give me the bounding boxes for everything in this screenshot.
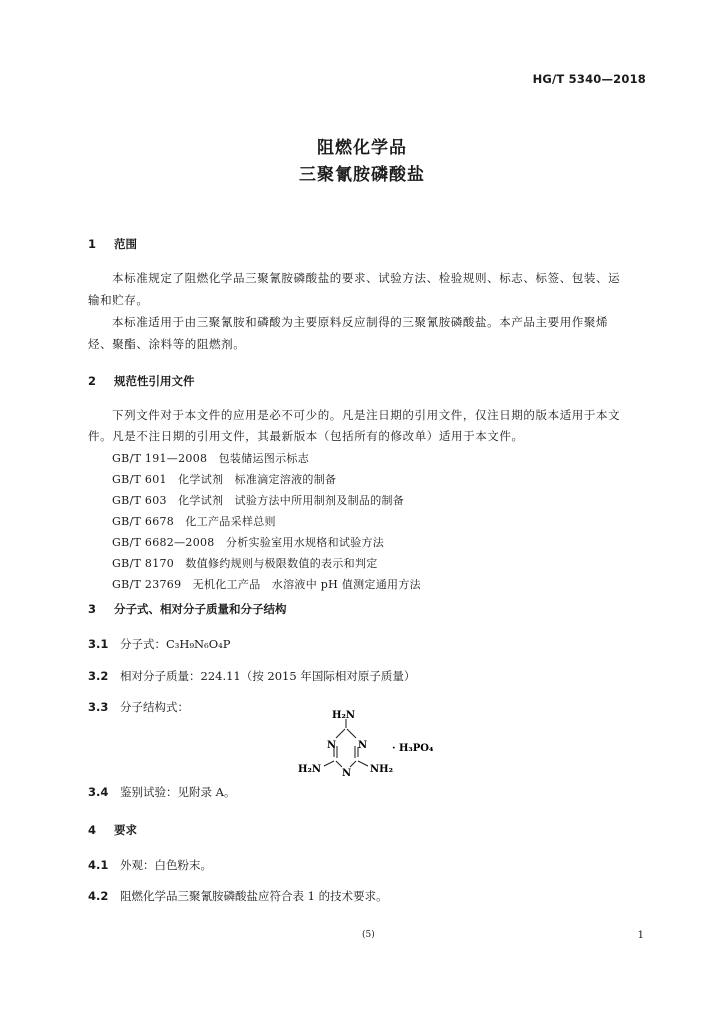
- reference-item: GB/T 601 化学试剂 标准滴定溶液的制备: [112, 473, 337, 486]
- phosphoric-acid-label: · H₃PO₄: [392, 743, 434, 754]
- amine-bond: [324, 761, 334, 766]
- paragraph-line: 烃、聚酯、涂料等的阻燃剂。: [88, 337, 246, 351]
- ring-nitrogen: N: [327, 740, 337, 751]
- section-3-heading: [88, 601, 287, 617]
- section-number: 4: [88, 823, 97, 837]
- section-number: 3: [88, 602, 97, 616]
- clause-number: 3.2: [88, 669, 109, 683]
- melamine-phosphate-structure: [296, 708, 466, 782]
- page-number: 1: [637, 930, 644, 941]
- footer-page-marker: (5): [362, 930, 375, 940]
- amino-group-left: H₂N: [298, 764, 321, 775]
- section-title: 范围: [114, 237, 137, 251]
- ring-bond: [336, 761, 342, 767]
- doc-title-line2: 三聚氰胺磷酸盐: [299, 165, 425, 185]
- amino-group-top: H₂N: [332, 710, 355, 721]
- paragraph-line: 输和贮存。: [88, 293, 149, 307]
- reference-item: GB/T 191—2008 包装储运图示标志: [112, 452, 309, 465]
- ring-nitrogen: N: [342, 768, 352, 779]
- clause-text: 外观：白色粉末。: [120, 858, 212, 872]
- clause-number: 4.2: [88, 889, 109, 903]
- paragraph-line: 件。凡是不注日期的引用文件，其最新版本（包括所有的修改单）适用于本文件。: [88, 429, 524, 443]
- paragraph-line: 下列文件对于本文件的应用是必不可少的。凡是注日期的引用文件，仅注日期的版本适用于本文: [112, 408, 621, 422]
- paragraph-line: 本标准规定了阻燃化学品三聚氰胺磷酸盐的要求、试验方法、检验规则、标志、标签、包装、运: [112, 271, 621, 285]
- subclause-3-4: [88, 784, 235, 800]
- paragraph-line: 本标准适用于由三聚氰胺和磷酸为主要原料反应制得的三聚氰胺磷酸盐。本产品主要用作聚烯: [112, 315, 609, 329]
- reference-item: GB/T 6682—2008 分析实验室用水规格和试验方法: [112, 536, 385, 549]
- reference-item: GB/T 23769 无机化工产品 水溶液中 pH 值测定通用方法: [112, 578, 421, 591]
- reference-item: GB/T 603 化学试剂 试验方法中所用制剂及制品的制备: [112, 494, 405, 507]
- ring-bond: [336, 729, 345, 738]
- clause-number: 3.1: [88, 637, 109, 651]
- amine-bond: [358, 761, 368, 766]
- amino-group-right: NH₂: [370, 764, 393, 775]
- subclause-3-2: [88, 668, 415, 684]
- clause-text: 分子式：C₃H₉N₆O₄P: [120, 637, 231, 651]
- subclause-3-3: [88, 699, 189, 715]
- clause-number: 3.4: [88, 785, 109, 799]
- subclause-4-1: [88, 857, 212, 873]
- ring-nitrogen: N: [358, 740, 368, 751]
- section-title: 要求: [114, 823, 137, 837]
- clause-number: 3.3: [88, 700, 109, 714]
- section-4-heading: [88, 822, 137, 838]
- ring-bond: [350, 761, 356, 767]
- reference-item: GB/T 6678 化工产品采样总则: [112, 515, 276, 528]
- reference-item: GB/T 8170 数值修约规则与极限数值的表示和判定: [112, 557, 378, 570]
- section-2-heading: [88, 373, 195, 389]
- section-title: 分子式、相对分子质量和分子结构: [114, 602, 287, 616]
- clause-text: 阻燃化学品三聚氰胺磷酸盐应符合表 1 的技术要求。: [120, 889, 388, 903]
- section-number: 2: [88, 374, 97, 388]
- subclause-3-1: [88, 636, 231, 652]
- clause-text: 相对分子质量：224.11（按 2015 年国际相对原子质量）: [120, 669, 416, 683]
- clause-text: 分子结构式：: [120, 700, 189, 714]
- standard-number: HG/T 5340—2018: [532, 72, 646, 86]
- doc-title-line1: 阻燃化学品: [317, 138, 407, 158]
- section-number: 1: [88, 237, 97, 251]
- section-title: 规范性引用文件: [114, 374, 195, 388]
- ring-bond: [347, 729, 356, 738]
- clause-number: 4.1: [88, 858, 109, 872]
- clause-text: 鉴别试验：见附录 A。: [120, 785, 236, 799]
- section-1-heading: [88, 236, 137, 252]
- subclause-4-2: [88, 888, 388, 904]
